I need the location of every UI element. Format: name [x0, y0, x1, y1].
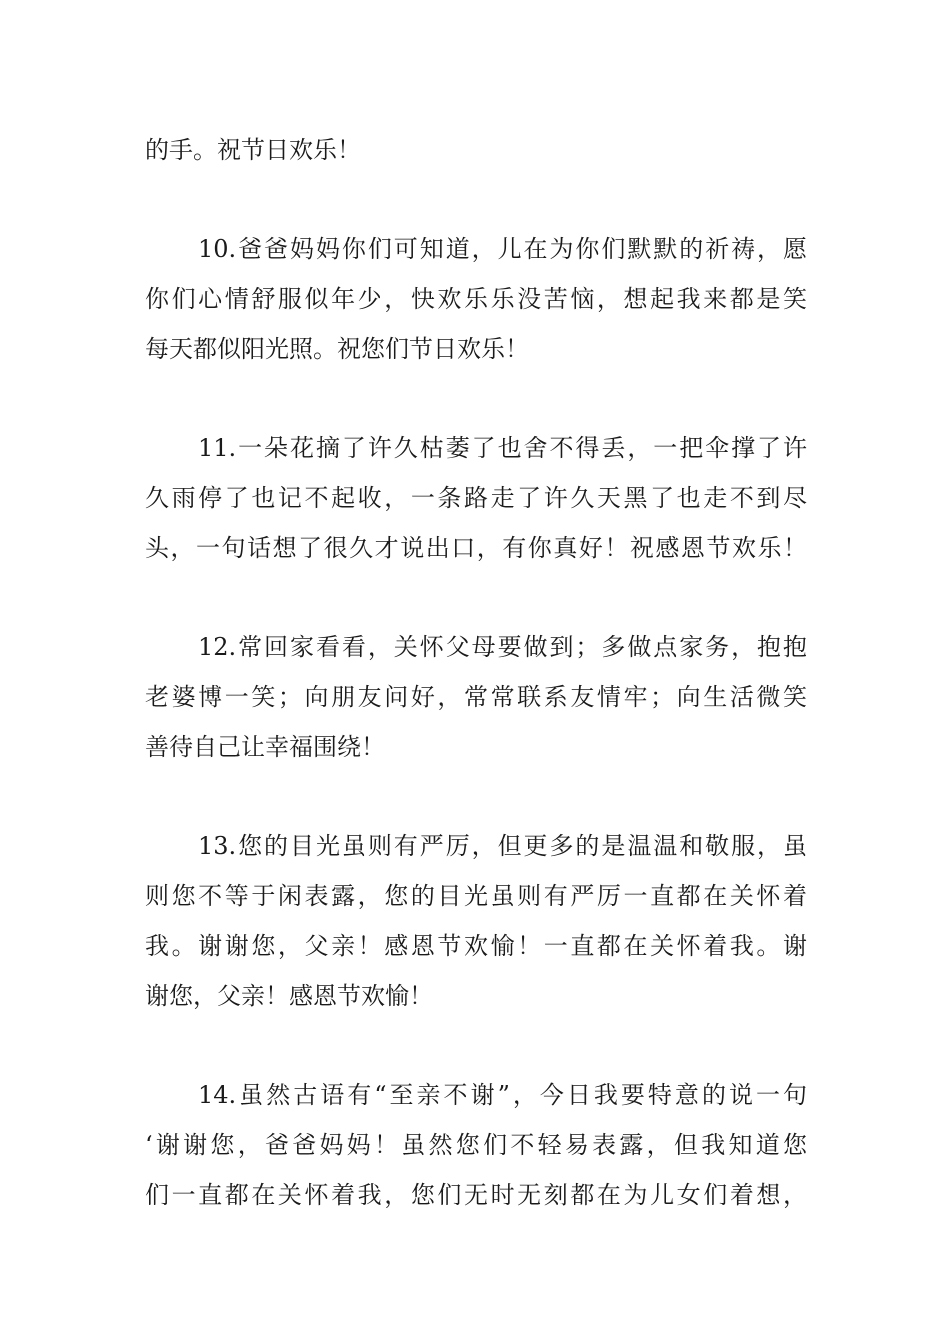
text-line: 的手。祝节日欢乐！ — [145, 136, 361, 164]
text-line: 我。谢谢您，父亲！感恩节欢愉！一直都在关怀着我。谢 — [145, 932, 807, 960]
text-line: ‘谢谢您，爸爸妈妈！虽然您们不轻易表露，但我知道您 — [145, 1131, 807, 1159]
text-line: 老婆博一笑；向朋友问好，常常联系友情牢；向生活微笑 — [145, 683, 807, 711]
text-line: 善待自己让幸福围绕！ — [145, 733, 385, 761]
text-line: 久雨停了也记不起收，一条路走了许久天黑了也走不到尽 — [145, 484, 807, 512]
text-line: 12.常回家看看，关怀父母要做到；多做点家务，抱抱 — [198, 633, 807, 661]
text-line: 你们心情舒服似年少，快欢乐乐没苦恼，想起我来都是笑 — [145, 285, 807, 313]
text-line: 14.虽然古语有“至亲不谢”，今日我要特意的说一句 — [198, 1081, 807, 1109]
text-line: 则您不等于闲表露，您的目光虽则有严厉一直都在关怀着 — [145, 882, 807, 910]
text-line: 13.您的目光虽则有严厉，但更多的是温温和敬服，虽 — [198, 832, 807, 860]
text-line: 11.一朵花摘了许久枯萎了也舍不得丢，一把伞撑了许 — [198, 434, 807, 462]
text-line: 谢您，父亲！感恩节欢愉！ — [145, 982, 433, 1010]
text-line: 们一直都在关怀着我，您们无时无刻都在为儿女们着想， — [145, 1181, 807, 1209]
text-line: 10.爸爸妈妈你们可知道，儿在为你们默默的祈祷，愿 — [198, 235, 807, 263]
text-line: 每天都似阳光照。祝您们节日欢乐！ — [145, 335, 529, 363]
text-line: 头，一句话想了很久才说出口，有你真好！祝感恩节欢乐！ — [145, 534, 807, 562]
